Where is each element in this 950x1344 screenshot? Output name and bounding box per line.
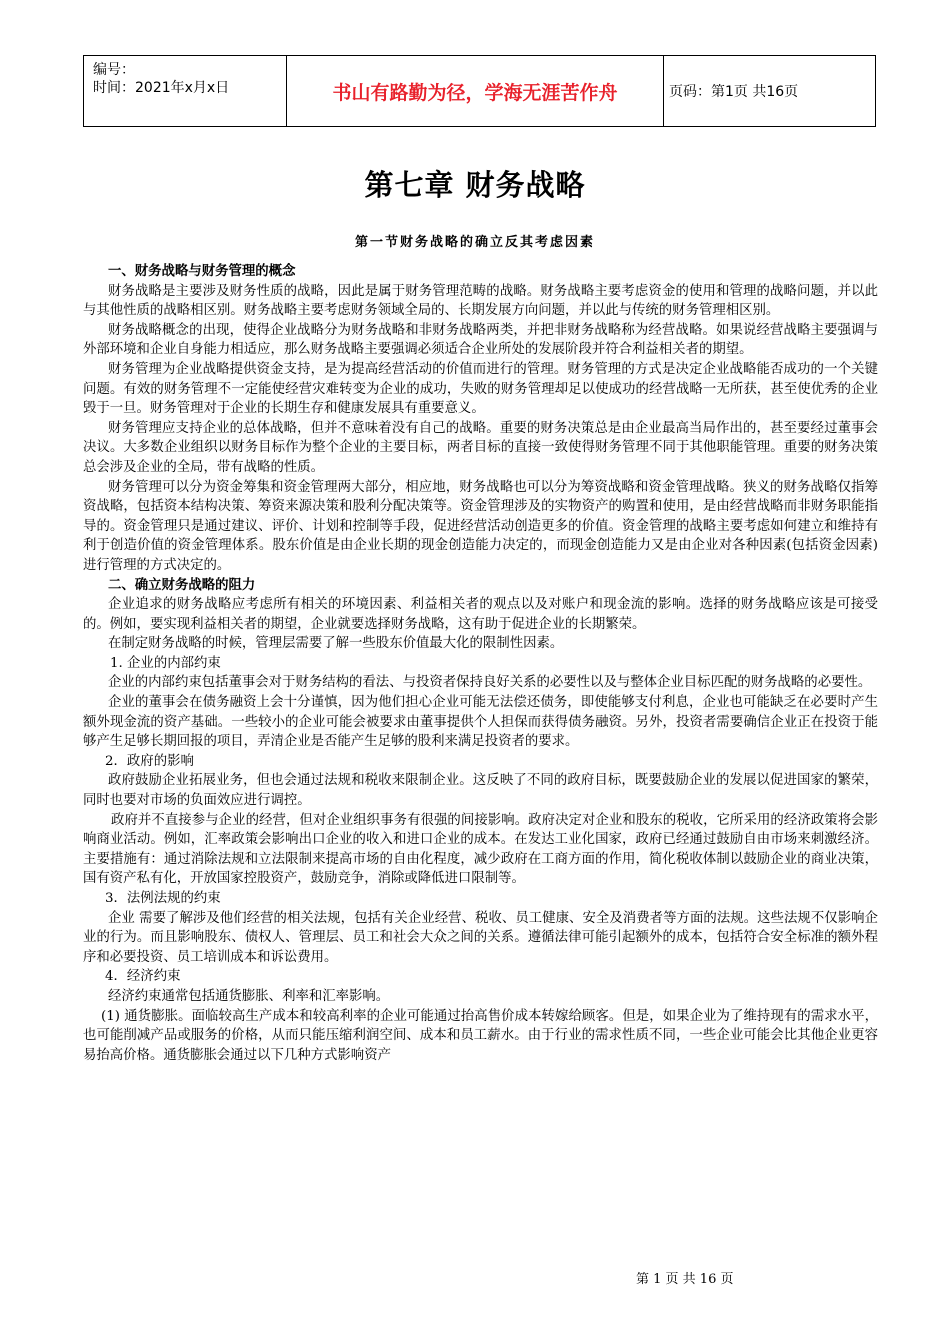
subsection-heading: 1. 企业的内部约束 bbox=[110, 655, 221, 671]
paragraph: 经济约束通常包括通货膨胀、利率和汇率影响。 bbox=[108, 988, 390, 1004]
header-page-info: 页码：第1页 共16页 bbox=[669, 84, 799, 100]
header-meta-cell bbox=[84, 56, 287, 126]
document-number-label: 编号： bbox=[93, 62, 135, 78]
paragraph: 财务管理可以分为资金筹集和资金管理两大部分，相应地，财务战略也可以分为筹资战略和资金管理战略。狭义的财务战略仅指筹资战略，包括资本结构决策、筹资来源决策和股利分配决策等。资金管理涉及的实物资产的购置和使用，是由经营战略而非财务职能指导的。资金管理只是通过建议、评价、计划和控制等手段，促进经营活动创造更多的价值。资金管理的战略主要考虑如何建立和维持有利于创造价值的资金管理体系。股东价值是由企业长期的现金创造能力决定的，而现金创造能力又是由企业对各种因素(包括资金因素)进行管理的方式决定的。 bbox=[83, 479, 878, 573]
subsection-heading: 2．政府的影响 bbox=[105, 753, 194, 769]
paragraph: (1) 通货膨胀。面临较高生产成本和较高利率的企业可能通过抬高售价成本转嫁给顾客。但是，如果企业为了维持现有的需求水平，也可能削减产品或服务的价格，从而只能压缩利润空间、成本和员工薪水。由于行业的需求性质不同，一些企业可能会比其他企业更容易抬高价格。通货膨胀会通过以下几种方式影响资产 bbox=[83, 1008, 878, 1063]
section-heading: 一、财务战略与财务管理的概念 bbox=[108, 263, 296, 279]
paragraph: 政府并不直接参与企业的经营，但对企业组织事务有很强的间接影响。政府决定对企业和股东的税收，它所采用的经济政策将会影响商业活动。例如，汇率政策会影响出口企业的收入和进口企业的成本。在发达工业化国家，政府已经通过鼓励自由市场来刺激经济。主要措施有：通过消除法规和立法限制来提高市场的自由化程度，减少政府在工商方面的作用，简化税收体制以鼓励企业的商业决策，国有资产私有化，开放国家控股资产，鼓励竞争，消除或降低进口限制等。 bbox=[83, 812, 878, 887]
paragraph: 企业的内部约束包括董事会对于财务结构的看法、与投资者保持良好关系的必要性以及与整体企业目标匹配的财务战略的必要性。 bbox=[108, 675, 872, 691]
paragraph: 财务战略概念的出现，使得企业战略分为财务战略和非财务战略两类，并把非财务战略称为经营战略。如果说经营战略主要强调与外部环境和企业自身能力相适应，那么财务战略主要强调必须适合企业所处的发展阶段并符合利益相关者的期望。 bbox=[83, 322, 878, 358]
document-body bbox=[83, 262, 878, 1065]
paragraph: 财务管理为企业战略提供资金支持，是为提高经营活动的价值而进行的管理。财务管理的方式是决定企业战略能否成功的一个关键问题。有效的财务管理不一定能使经营灾难转变为企业的成功，失败的财务管理却足以使成功的经营战略一无所获，甚至使优秀的企业毁于一旦。财务管理对于企业的长期生存和健康发展具有重要意义。 bbox=[83, 361, 878, 417]
paragraph: 企业 需要了解涉及他们经营的相关法规，包括有关企业经营、税收、员工健康、安全及消费者等方面的法规。这些法规不仅影响企业的行为。而且影响股东、债权人、管理层、员工和社会大众之间的关系。遵循法律可能引起额外的成本，包括符合安全标准的额外程序和必要投资、员工培训成本和诉讼费用。 bbox=[83, 910, 878, 965]
header-motto: 书山有路勤为径，学海无涯苦作舟 bbox=[287, 56, 664, 126]
document-date: 时间：2021年x月x日 bbox=[93, 80, 230, 96]
paragraph: 在制定财务战略的时候，管理层需要了解一些股东价值最大化的限制性因素。 bbox=[108, 636, 564, 652]
paragraph: 企业追求的财务战略应考虑所有相关的环境因素、利益相关者的观点以及对账户和现金流的影响。选择的财务战略应该是可接受的。例如，要实现利益相关者的期望，企业就要选择财务战略，这有助于促进企业的长期繁荣。 bbox=[83, 597, 878, 632]
header-table bbox=[83, 55, 876, 127]
page-footer: 第 1 页 共 16 页 bbox=[636, 1272, 734, 1287]
paragraph: 财务战略是主要涉及财务性质的战略，因此是属于财务管理范畴的战略。财务战略主要考虑资金的使用和管理的战略问题，并以此与其他性质的战略相区别。财务战略主要考虑财务领域全局的、长期发展方向问题，并以此与传统的财务管理相区别。 bbox=[83, 283, 878, 319]
section-title: 第一节财务战略的确立反其考虑因素 bbox=[354, 235, 595, 250]
paragraph: 企业的董事会在债务融资上会十分谨慎，因为他们担心企业可能无法偿还债务，即使能够支付利息，企业也可能缺乏在必要时产生额外现金流的资产基础。一些较小的企业可能会被要求由董事提供个人担保而获得债务融资。另外，投资者需要确信企业正在投资于能够产生足够长期回报的项目，弄清企业是否能产生足够的股利来满足投资者的要求。 bbox=[83, 695, 878, 750]
paragraph: 财务管理应支持企业的总体战略，但并不意味着没有自己的战略。重要的财务决策总是由企业最高当局作出的，甚至要经过董事会决议。大多数企业组织以财务目标作为整个企业的主要目标，两者目标的直接一致使得财务管理不同于其他职能管理。重要的财务决策总会涉及企业的全局，带有战略的性质。 bbox=[83, 420, 878, 475]
subsection-heading: 4．经济约束 bbox=[105, 969, 181, 985]
chapter-title: 第七章 财务战略 bbox=[364, 168, 586, 202]
paragraph: 政府鼓励企业拓展业务，但也会通过法规和税收来限制企业。这反映了不同的政府目标，既要鼓励企业的发展以促进国家的繁荣，同时也要对市场的负面效应进行调控。 bbox=[83, 773, 878, 809]
subsection-heading: 3．法例法规的约束 bbox=[105, 891, 221, 906]
section-heading: 二、确立财务战略的阻力 bbox=[108, 576, 256, 593]
